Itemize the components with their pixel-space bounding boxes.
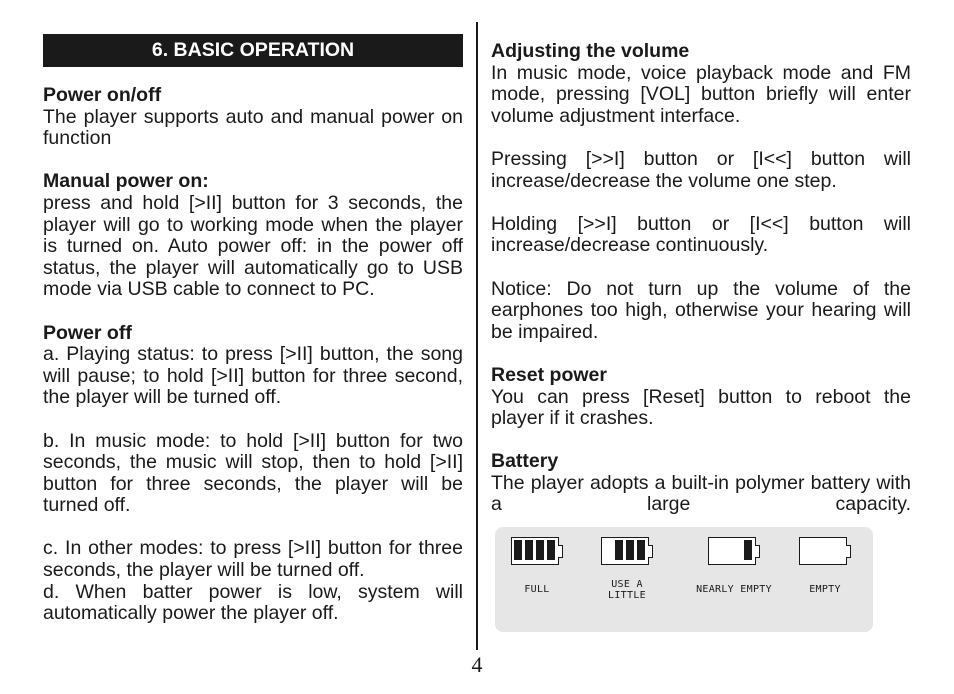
- left-column: [43, 34, 463, 625]
- battery-level-empty: [785, 537, 865, 595]
- power-off-heading: Power off: [43, 321, 132, 344]
- volume-p1: In music mode, voice playback mode and FM mode, pressing [VOL] button briefly will enter volume adjustment interface.: [491, 61, 911, 127]
- manual-power-on-heading: Manual power on:: [43, 170, 209, 193]
- volume-p4: Notice: Do not turn up the volume of the earphones too high, otherwise your hearing will be impaired.: [491, 277, 911, 343]
- section-title: 6. BASIC OPERATION: [43, 34, 463, 67]
- battery-three-quarter-icon: [601, 537, 653, 565]
- battery-level-nearly-empty: [693, 537, 775, 595]
- power-onoff-text: The player supports auto and manual power on function: [43, 105, 463, 150]
- page-number: 4: [471, 652, 483, 677]
- power-off-a: a. Playing status: to press [>II] button, the song will pause; to hold [>II] button for three second, the player will be turned off.: [43, 343, 463, 409]
- battery-empty-icon: [799, 537, 851, 565]
- reset-text: You can press [Reset] button to reboot the player if it crashes.: [491, 385, 911, 430]
- battery-levels-panel: [495, 527, 873, 632]
- battery-level-full: [497, 537, 577, 595]
- battery-heading: Battery: [491, 450, 559, 473]
- battery-label: EMPTY: [809, 584, 841, 595]
- power-off-b: b. In music mode: to hold [>II] button for two seconds, the music will stop, then to hold [>II] button for three seconds, the player will be turned off.: [43, 429, 463, 517]
- battery-level-use-a-little: [587, 537, 667, 601]
- manual-power-on-text: press and hold [>II] button for 3 seconds, the player will go to working mode when the player is turned on. Auto power off: in the power off status, the player will automatically go to USB mode via USB cable to connect to PC.: [43, 191, 463, 301]
- power-off-d: d. When batter power is low, system will automatically power the player off.: [43, 580, 463, 625]
- power-off-c: c. In other modes: to press [>II] button for three seconds, the player will be turned off.: [43, 537, 463, 582]
- battery-full-icon: [511, 537, 563, 565]
- battery-label: NEARLY EMPTY: [696, 584, 772, 595]
- reset-heading: Reset power: [491, 363, 607, 386]
- battery-label: FULL: [524, 584, 550, 595]
- power-onoff-heading: Power on/off: [43, 84, 162, 106]
- battery-low-icon: [708, 537, 760, 565]
- battery-label: USE A LITTLE: [608, 579, 646, 601]
- battery-text: The player adopts a built-in polymer battery with a large capacity.: [491, 471, 911, 516]
- volume-p2: Pressing [>>I] button or [I<<] button will increase/decrease the volume one step.: [491, 147, 911, 192]
- right-column: [491, 41, 911, 516]
- volume-p3: Holding [>>I] button or [I<<] button will increase/decrease continuously.: [491, 212, 911, 257]
- column-divider: [476, 22, 478, 650]
- volume-heading: Adjusting the volume: [491, 40, 690, 62]
